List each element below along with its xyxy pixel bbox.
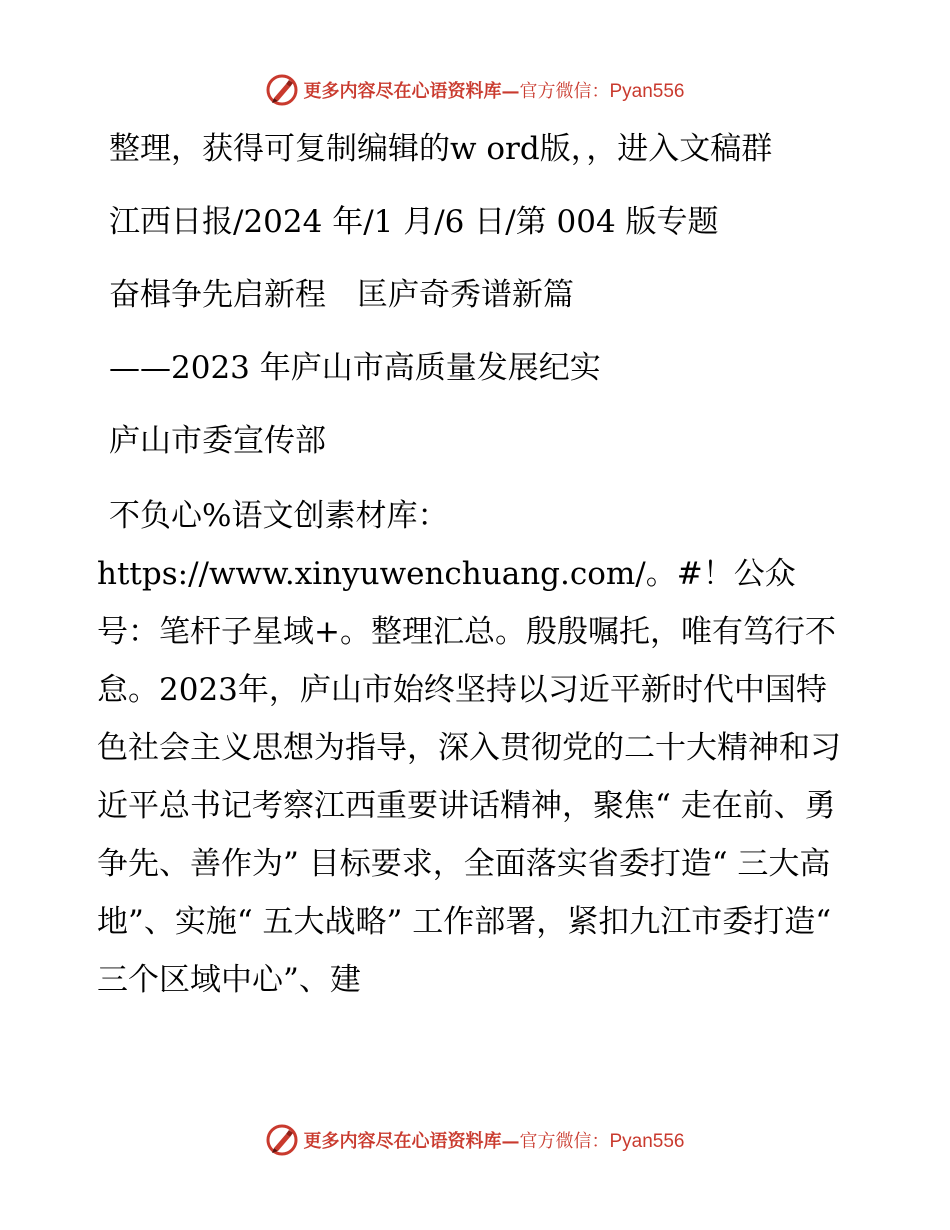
banner-text	[303, 1127, 684, 1153]
pen-logo-icon	[265, 1123, 299, 1157]
pen-logo-icon	[265, 73, 299, 107]
banner-label: 官方微信：	[519, 81, 610, 102]
banner-separator: —	[501, 1131, 520, 1152]
article-author: 庐山市委宣传部	[109, 423, 326, 459]
banner-handle: Pyan556	[609, 1131, 685, 1152]
document-content	[97, 120, 857, 1009]
source-line: 江西日报/2024 年/1 月/6 日/第 004 版专题	[109, 204, 719, 240]
banner-handle: Pyan556	[609, 81, 685, 102]
header-banner	[0, 70, 950, 110]
article-body: 不负心%语文创素材库：https://www.xinyuwenchuang.com/。#！公众号：笔杆子星域+。整理汇总。殷殷嘱托，唯有笃行不怠。2023年，庐山市始终坚持以习近平新时代中国特色社会主义思想为指导，深入贯彻党的二十大精神和习近平总书记考察江西重要讲话精神，聚焦“ 走在前、勇争先、善作为” 目标要求，全面落实省委打造“ 三大高地”、实施“ 五大战略” 工作部署，紧扣九江市委打造“ 三个区域中心”、建	[97, 498, 841, 998]
intro-line: 整理，获得可复制编辑的w ord版，，进入文稿群	[109, 131, 773, 167]
article-title: 奋楫争先启新程 匡庐奇秀谱新篇	[109, 277, 574, 313]
footer-banner	[0, 1120, 950, 1160]
banner-label: 官方微信：	[519, 1131, 610, 1152]
banner-main-text: 更多内容尽在心语资料库	[303, 81, 502, 102]
article-subtitle: ——2023 年庐山市高质量发展纪实	[109, 350, 601, 386]
banner-separator: —	[501, 81, 520, 102]
banner-text	[303, 77, 684, 103]
banner-main-text: 更多内容尽在心语资料库	[303, 1131, 502, 1152]
